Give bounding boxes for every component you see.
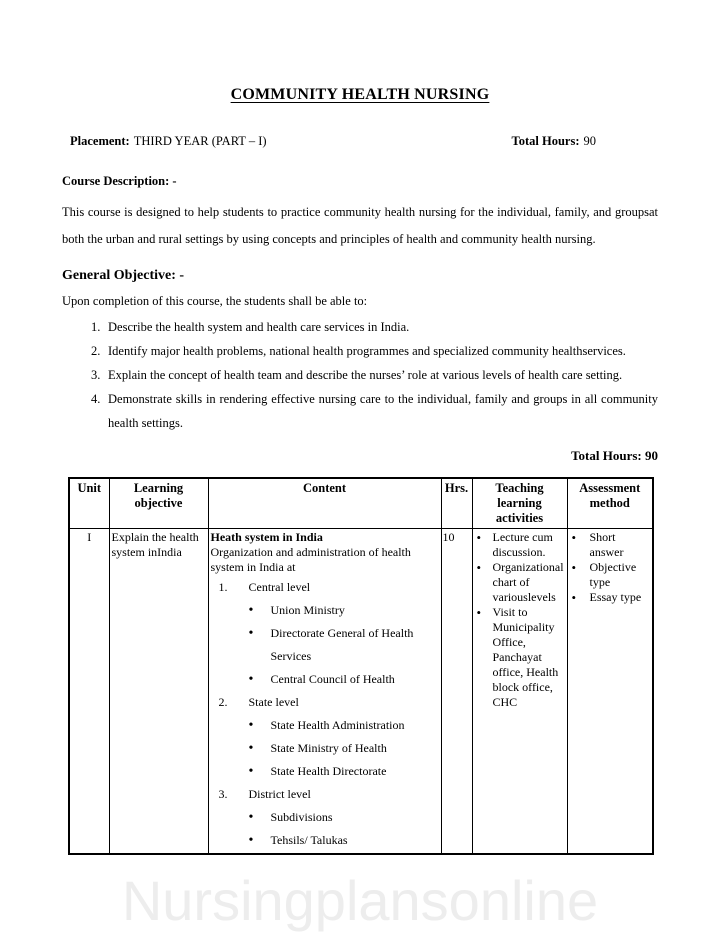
section-label: State level bbox=[248, 695, 299, 709]
content-bullet: • Directorate General of Health Services bbox=[211, 622, 439, 668]
header-learning-objective: Learning objective bbox=[109, 478, 208, 529]
header-teaching-activities: Teaching learning activities bbox=[472, 478, 567, 529]
objective-number: 4. bbox=[91, 392, 101, 406]
content-section-heading bbox=[211, 576, 439, 599]
cell-unit: I bbox=[69, 529, 109, 855]
cell-teaching-activities bbox=[472, 529, 567, 855]
course-description-heading: Course Description: - bbox=[62, 174, 177, 188]
general-objective-intro: Upon completion of this course, the students shall be able to: bbox=[62, 294, 368, 308]
content-bullet: • State Health Administration bbox=[211, 714, 439, 737]
cell-content bbox=[208, 529, 441, 855]
total-hours-top bbox=[512, 134, 596, 149]
section-label: District level bbox=[248, 787, 311, 801]
header-hrs: Hrs. bbox=[441, 478, 472, 529]
placement-value: THIRD YEAR (PART – I) bbox=[133, 134, 267, 148]
placement-row bbox=[62, 134, 658, 149]
total-hours-top-value: 90 bbox=[583, 134, 596, 148]
content-bullet: • Subdivisions bbox=[211, 806, 439, 829]
cell-learning-objective: Explain the health system inIndia bbox=[109, 529, 208, 855]
total-hours-line-label: Total Hours: bbox=[571, 448, 642, 463]
objective-item bbox=[62, 387, 658, 435]
syllabus-table bbox=[68, 477, 654, 855]
content-section-heading bbox=[211, 783, 439, 806]
content-intro: Organization and administration of health system in India at bbox=[210, 545, 411, 574]
assessment-method: • Essay type bbox=[570, 590, 651, 605]
watermark: Nursingplansonline bbox=[121, 869, 599, 932]
objective-text: Explain the concept of health team and describe the nurses’ role at various levels of health care setting. bbox=[108, 368, 623, 382]
header-assessment-method: Assessment method bbox=[567, 478, 653, 529]
objective-text: Demonstrate skills in rendering effective nursing care to the individual, family and groups in all community health settings. bbox=[108, 392, 658, 430]
cell-assessment-method bbox=[567, 529, 653, 855]
teaching-activity: • Lecture cum discussion. bbox=[475, 530, 565, 560]
cell-hrs: 10 bbox=[441, 529, 472, 855]
content-outline bbox=[211, 576, 439, 852]
assessment-method: • Short answer bbox=[570, 530, 651, 560]
section-label: Central level bbox=[248, 580, 311, 594]
header-unit: Unit bbox=[69, 478, 109, 529]
objective-text: Describe the health system and health care services in India. bbox=[108, 320, 410, 334]
assessment-method: • Objective type bbox=[570, 560, 651, 590]
table-row bbox=[69, 529, 653, 855]
total-hours-line bbox=[62, 448, 658, 464]
placement bbox=[70, 134, 267, 149]
page-title: COMMUNITY HEALTH NURSING bbox=[230, 86, 490, 103]
section-number: 2. bbox=[218, 695, 228, 709]
content-bullet: • State Health Directorate bbox=[211, 760, 439, 783]
objective-number: 2. bbox=[91, 344, 101, 358]
objective-text: Identify major health problems, national health programmes and specialized community healthservices. bbox=[108, 344, 626, 358]
content-bullet: • Tehsils/ Talukas bbox=[211, 829, 439, 852]
general-objective-heading: General Objective: - bbox=[62, 268, 185, 283]
objectives-list bbox=[62, 315, 658, 435]
teaching-activity: • Visit to Municipality Office, Panchayat office, Health block office, CHC bbox=[475, 605, 565, 710]
content-section-heading bbox=[211, 691, 439, 714]
objective-item bbox=[62, 315, 658, 339]
content-title: Heath system in India bbox=[210, 530, 323, 544]
section-number: 1. bbox=[218, 580, 228, 594]
objective-number: 3. bbox=[91, 368, 101, 382]
header-content: Content bbox=[208, 478, 441, 529]
content-bullet: • Union Ministry bbox=[211, 599, 439, 622]
total-hours-top-label: Total Hours: bbox=[511, 134, 580, 148]
objective-item bbox=[62, 363, 658, 387]
syllabus-table-header bbox=[69, 478, 653, 529]
placement-label: Placement: bbox=[70, 134, 130, 148]
total-hours-line-value: 90 bbox=[645, 448, 658, 463]
objective-item bbox=[62, 339, 658, 363]
objective-number: 1. bbox=[91, 320, 101, 334]
course-description-body: This course is designed to help students to practice community health nursing for the individual, family, and groupsat both the urban and rural settings by using concepts and principles of health and community health nursing. bbox=[62, 205, 658, 246]
teaching-activity: • Organizational chart of variouslevels bbox=[475, 560, 565, 605]
section-number: 3. bbox=[218, 787, 228, 801]
content-bullet: • State Ministry of Health bbox=[211, 737, 439, 760]
content-bullet: • Central Council of Health bbox=[211, 668, 439, 691]
